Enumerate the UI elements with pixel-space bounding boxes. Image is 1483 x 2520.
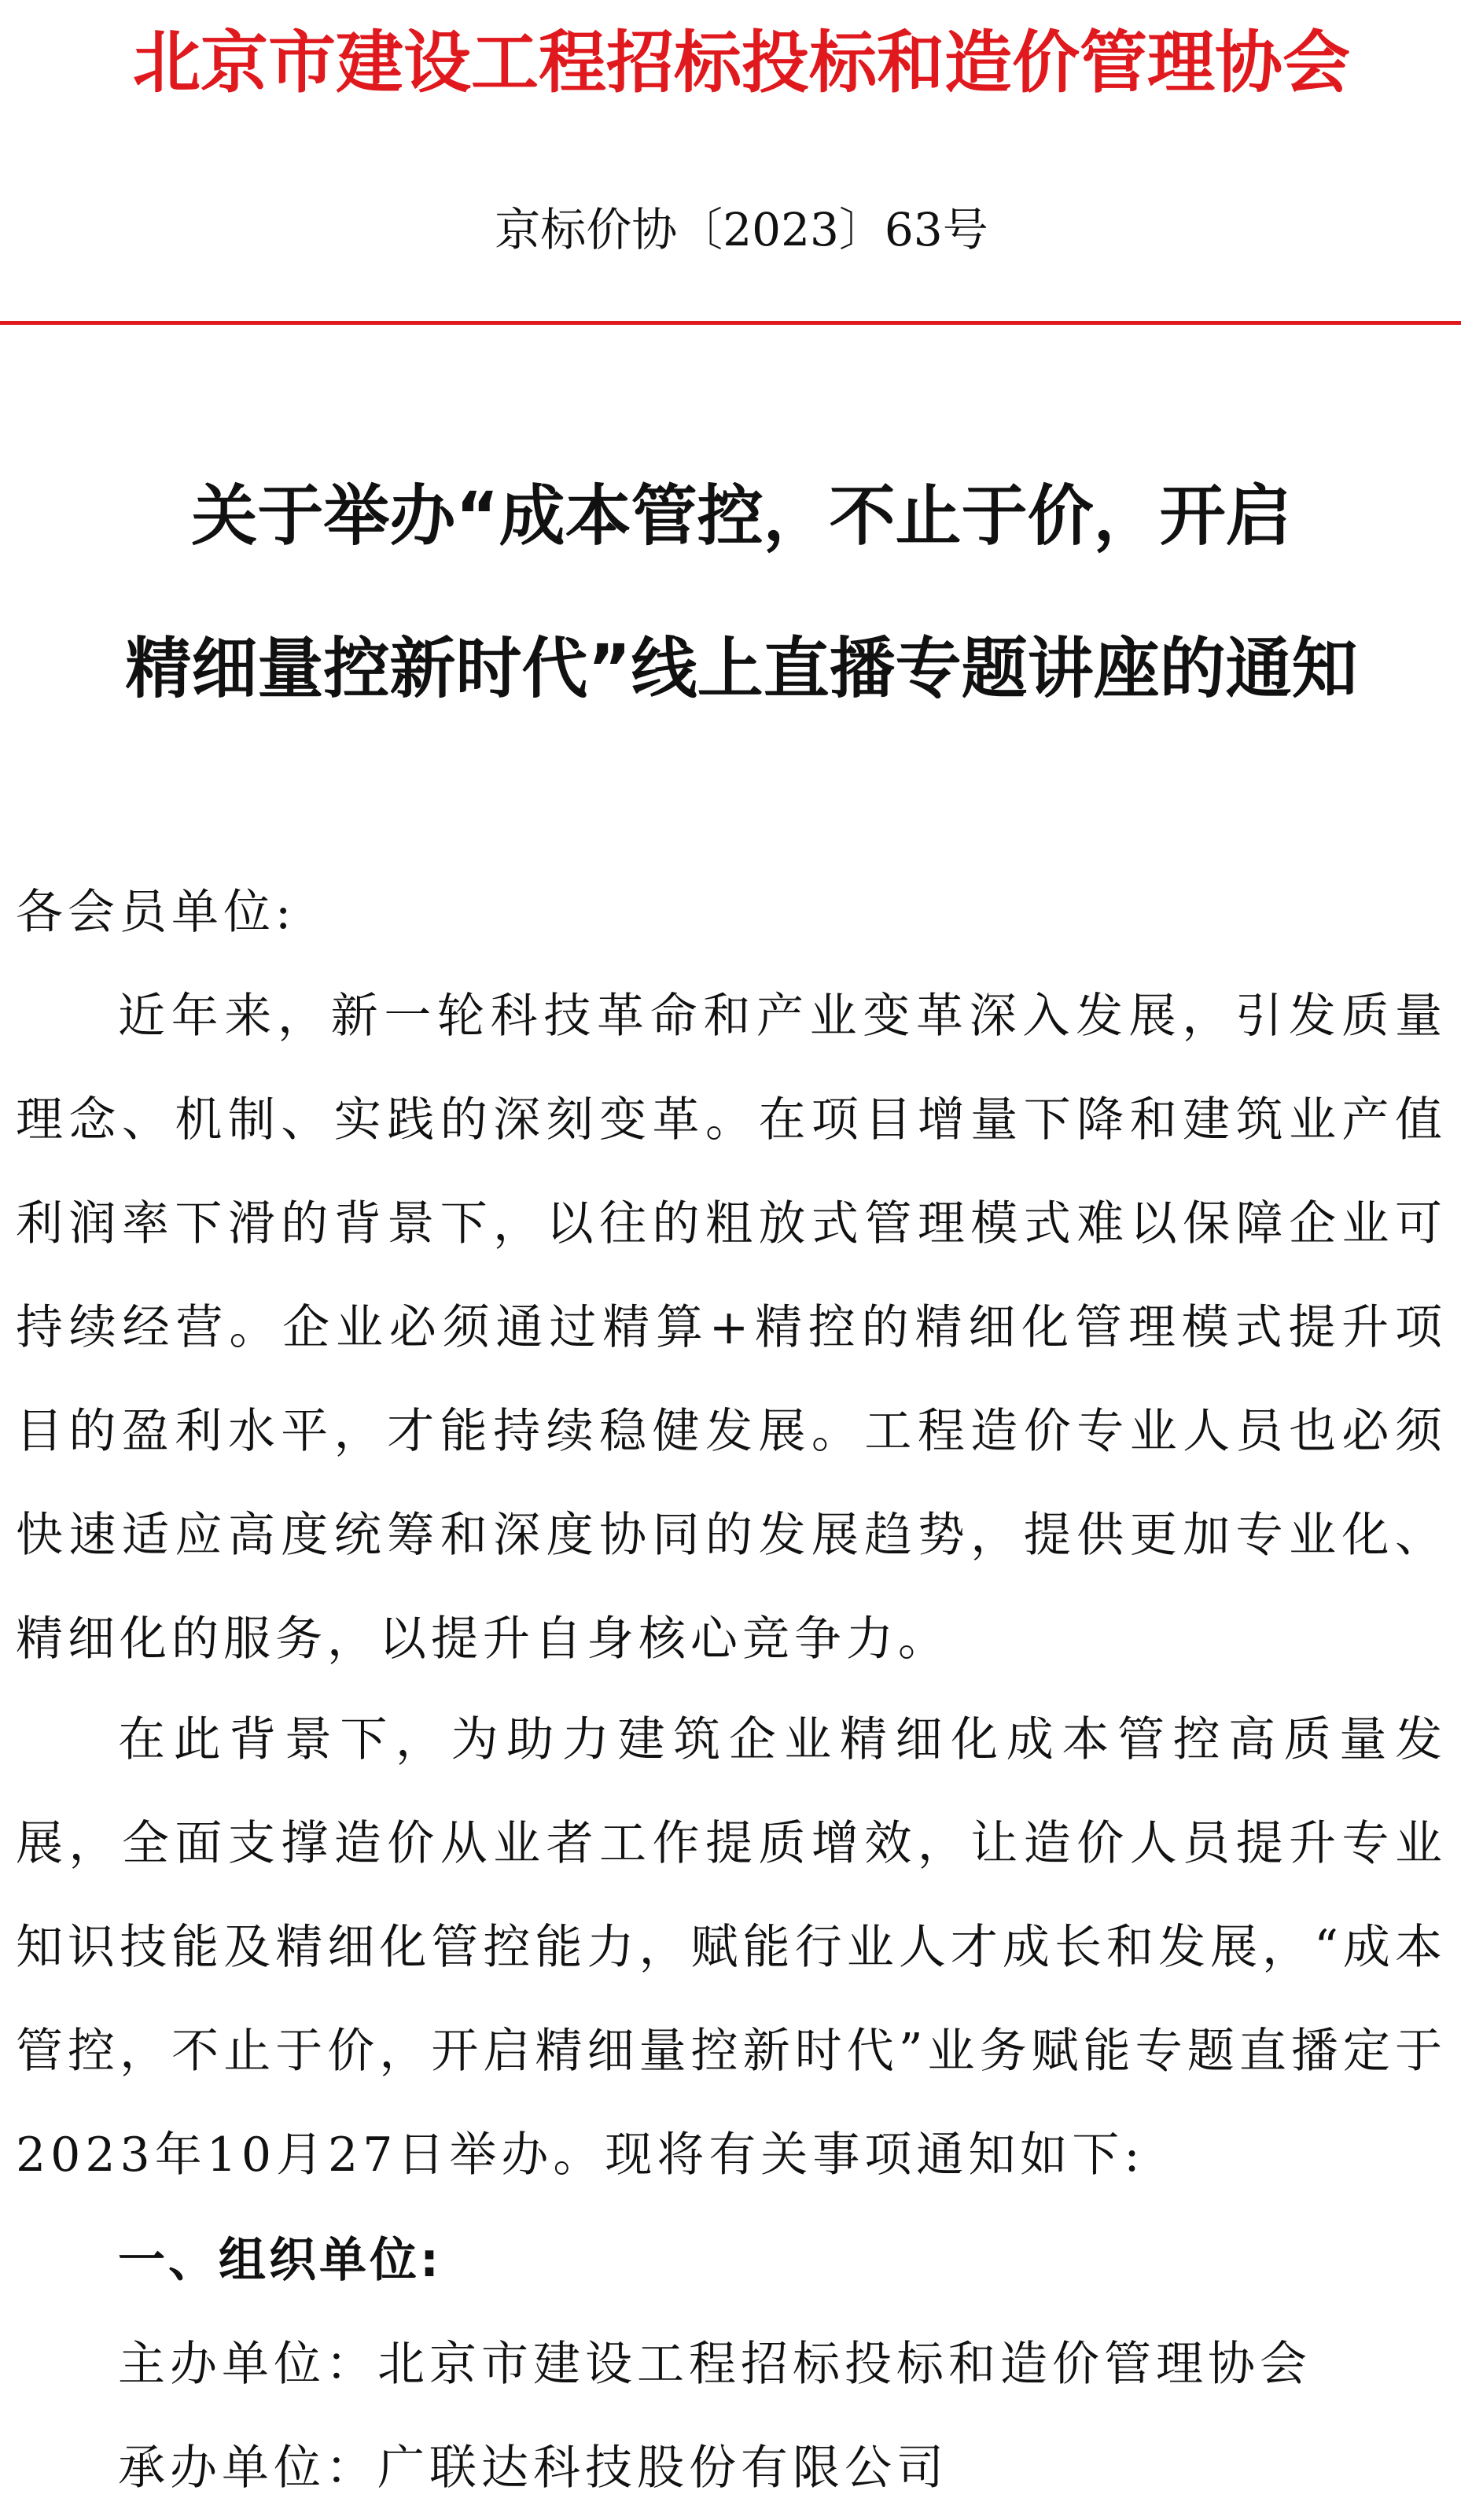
notice-title-line-1: 关于举办“成本管控，不止于价，开启 bbox=[191, 477, 1292, 554]
section-heading-organizers: 一、组织单位: bbox=[118, 2233, 442, 2288]
notice-title-line-2: 精细量控新时代”线上直播专题讲座的通知 bbox=[125, 630, 1358, 707]
body-paragraph-2: 在此背景下，为助力建筑企业精细化成本管控高质量发展，全面支撑造价从业者工作提质增效，让造价人员提升专业知识技能及精细化管控能力，赋能行业人才成长和发展，“成本管控，不止于价，开启精细量控新时代”业务赋能专题直播定于2023年10月27日举办。现将有关事项通知如下: bbox=[16, 1712, 1447, 2183]
red-divider-line bbox=[0, 321, 1461, 325]
issuing-organization-header: 北京市建设工程招标投标和造价管理协会 bbox=[133, 23, 1350, 102]
organizer-unit: 承办单位：广联达科技股份有限公司 bbox=[118, 2441, 948, 2496]
salutation: 各会员单位: bbox=[16, 885, 296, 940]
document-number: 京标价协〔2023〕63号 bbox=[495, 203, 988, 256]
host-unit: 主办单位：北京市建设工程招标投标和造价管理协会 bbox=[118, 2337, 1312, 2392]
body-paragraph-1: 近年来，新一轮科技革命和产业变革深入发展，引发质量理念、机制、实践的深刻变革。在项目增量下降和建筑业产值利润率下滑的背景下，以往的粗放式管理模式难以保障企业可持续经营。企业必须通过精算+精控的精细化管理模式提升项目的盈利水平，才能持续稳健发展。工程造价专业人员也必须快速适应高度统筹和深度协同的发展趋势，提供更加专业化、精细化的服务，以提升自身核心竞争力。 bbox=[16, 989, 1447, 1667]
